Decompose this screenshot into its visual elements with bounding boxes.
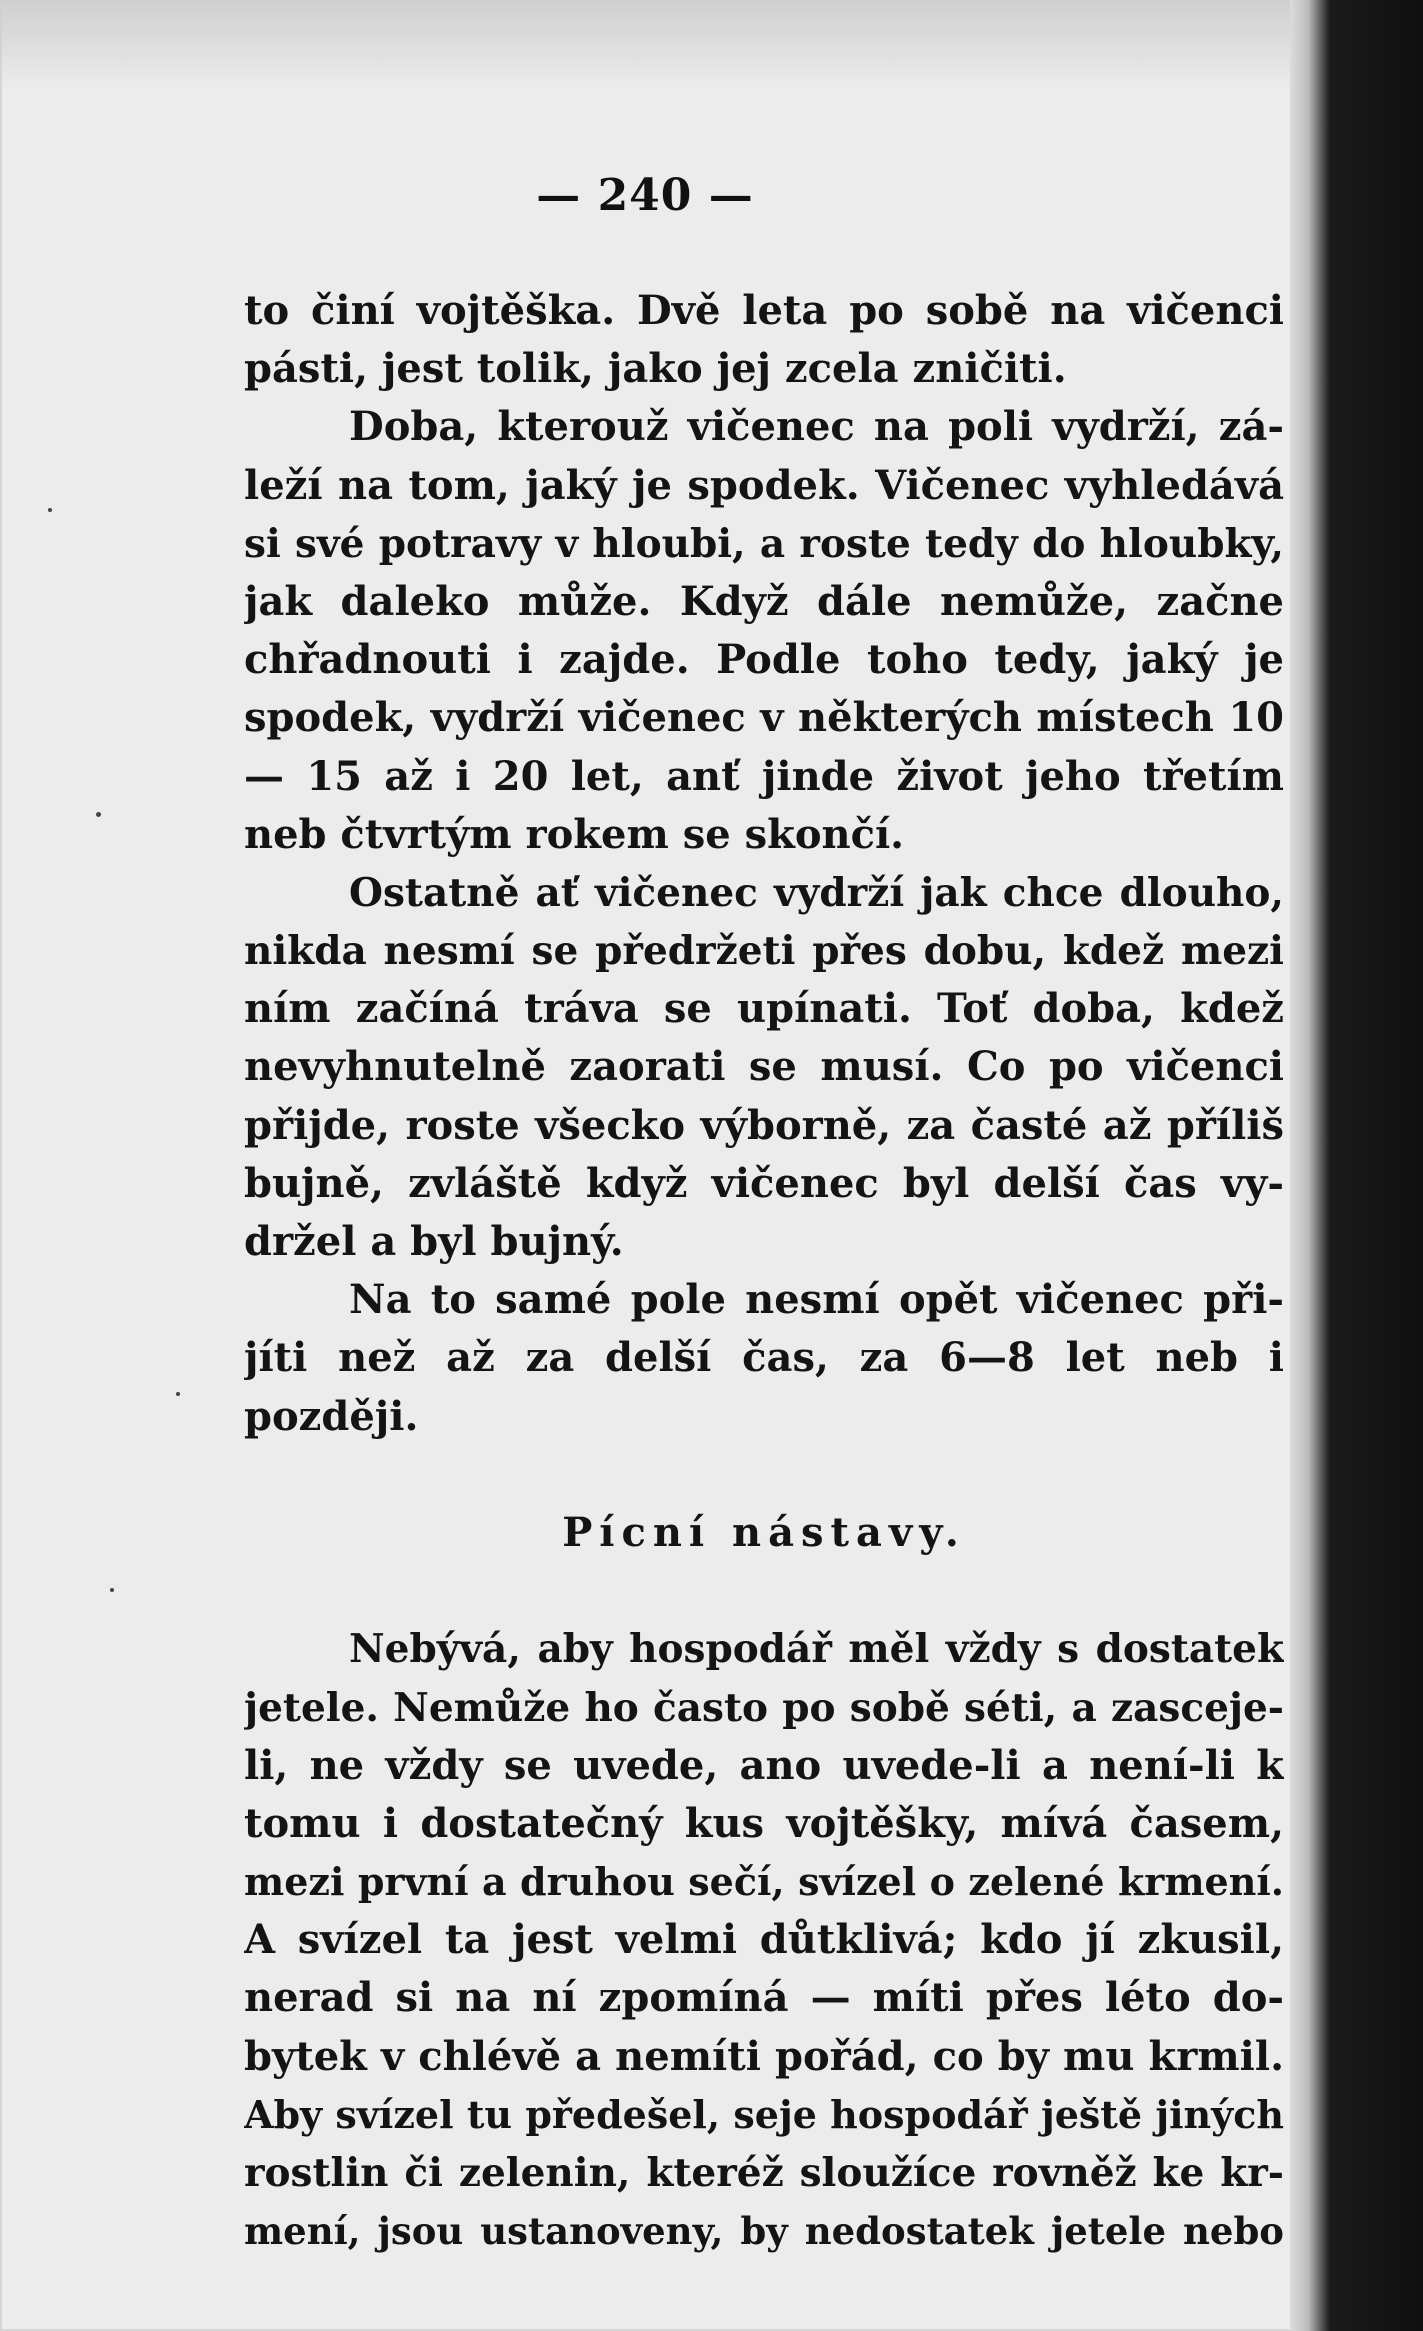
- text-line: jíti než až za delší čas, za 6—8 let neb i: [244, 1334, 1284, 1382]
- book-spine-shadow: [1290, 0, 1423, 2331]
- text-line: jak daleko může. Když dále nemůže, začne: [244, 577, 1284, 625]
- scan-speck: [176, 1392, 180, 1396]
- text-line: Na to samé pole nesmí opět vičenec při-: [349, 1276, 1284, 1324]
- text-line: nikda nesmí se předržeti přes dobu, kdež mezi: [244, 928, 1284, 975]
- text-line: nerad si na ní zpomíná — míti přes léto do-: [244, 1974, 1284, 2022]
- text-line: — 15 až i 20 let, anť jinde život jeho třetím: [244, 752, 1284, 800]
- text-line: pásti, jest tolik, jako jej zcela zničiti.: [244, 345, 1067, 393]
- scan-speck: [110, 1588, 114, 1592]
- text-line: li, ne vždy se uvede, ano uvede-li a není-li k: [244, 1741, 1284, 1789]
- text-line: spodek, vydrží vičenec v některých místech 10: [244, 694, 1284, 742]
- text-line: mezi první a druhou sečí, svízel o zelené krmení.: [244, 1859, 1284, 1905]
- text-line: Nebývá, aby hospodář měl vždy s dostatek: [349, 1626, 1284, 1673]
- body-text: [244, 282, 1284, 2260]
- scan-speck: [48, 508, 52, 512]
- text-line: jetele. Nemůže ho často po sobě séti, a zasceje-: [244, 1684, 1284, 1731]
- text-line: ním začíná tráva se upínati. Toť doba, kdež: [244, 985, 1284, 1033]
- text-line: si své potravy v hloubi, a roste tedy do hloubky,: [244, 520, 1284, 567]
- text-line: rostlin či zelenin, kteréž sloužíce rovněž ke kr-: [244, 2150, 1284, 2196]
- scan-speck: [96, 812, 101, 817]
- text-line: přijde, roste všecko výborně, za časté až příliš: [244, 1101, 1284, 1149]
- text-line: držel a byl bujný.: [244, 1218, 624, 1265]
- section-heading: Pícní nástavy.: [562, 1508, 966, 1556]
- text-line: leží na tom, jaký je spodek. Vičenec vyhledává: [244, 461, 1284, 509]
- text-line: mení, jsou ustanoveny, by nedostatek jetele nebo: [244, 2209, 1284, 2254]
- blank-line: [244, 1562, 1284, 1620]
- text-line: tomu i dostatečný kus vojtěšky, mívá časem,: [244, 1799, 1284, 1847]
- text-line: Doba, kterouž vičenec na poli vydrží, zá-: [349, 403, 1284, 451]
- text-line: bytek v chlévě a nemíti pořád, co by mu krmil.: [244, 2032, 1284, 2080]
- text-line: nevyhnutelně zaorati se musí. Co po vičenci: [244, 1043, 1284, 1091]
- blank-line: [244, 1446, 1284, 1504]
- page-top-shadow: [0, 0, 1290, 90]
- text-line: chřadnouti i zajde. Podle toho tedy, jaký je: [244, 636, 1284, 684]
- text-line: neb čtvrtým rokem se skončí.: [244, 810, 905, 858]
- text-line: bujně, zvláště když vičenec byl delší čas vy-: [244, 1159, 1284, 1207]
- text-line: A svízel ta jest velmi důtklivá; kdo jí zkusil,: [244, 1916, 1284, 1964]
- text-line: to činí vojtěška. Dvě leta po sobě na vičenci: [244, 287, 1284, 334]
- page-number: — 240 —: [536, 170, 754, 221]
- text-line: Aby svízel tu předešel, seje hospodář ještě jiných: [244, 2091, 1284, 2137]
- text-line: Ostatně ať vičenec vydrží jak chce dlouho,: [349, 869, 1284, 916]
- text-line: později.: [244, 1392, 419, 1440]
